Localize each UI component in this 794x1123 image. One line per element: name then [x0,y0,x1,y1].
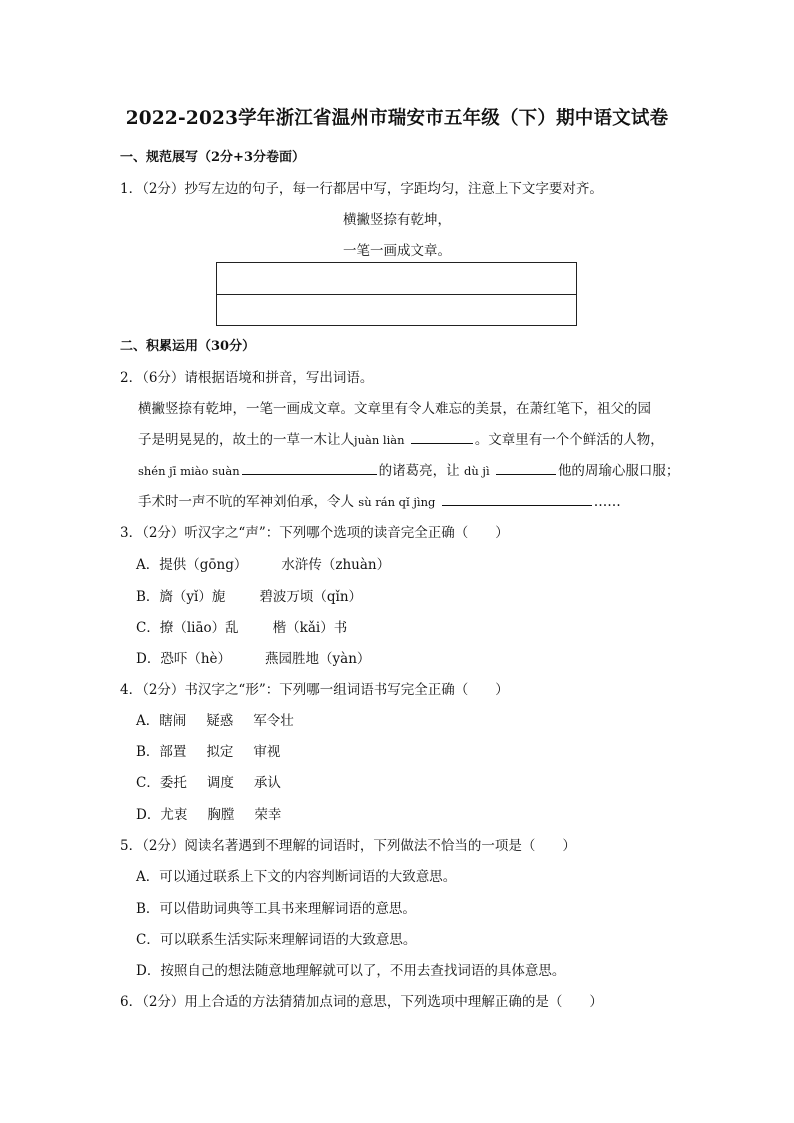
section-1-heading: 一、规范展写（2分+3分卷面） [120,150,305,165]
option-text: C．撩（liāo）乱 [136,620,239,636]
option-text: 调度 [206,775,234,791]
q4-option-b[interactable] [136,740,280,760]
option-text: B．旖（yǐ）旎 [136,589,226,605]
writing-row-2[interactable] [217,295,576,326]
question-6: 6．（2分）用上合适的方法猜猜加点词的意思，下列选项中理解正确的是（ ） [120,994,603,1010]
q2-paragraph-line-4 [138,490,621,510]
q2-paragraph-line-1: 横撇竖捺有乾坤，一笔一画成文章。文章里有令人难忘的美景，在萧红笔下，祖父的园 [138,401,651,417]
option-text: C．委托 [136,775,187,791]
answer-blank[interactable] [442,492,592,506]
option-text: 燕园胜地（yàn） [265,651,371,667]
q5-option-d[interactable]: D．按照自己的想法随意地理解就可以了，不用去查找词语的具体意思。 [136,963,566,979]
option-text: 承认 [253,775,281,791]
option-text: 水浒传（zhuàn） [281,557,391,573]
q2-text: 的诸葛亮，让 [378,463,460,479]
answer-blank[interactable] [411,430,473,444]
option-text: B．部置 [136,744,187,760]
pinyin-hint: sù rán qǐ jìng [358,495,436,509]
q3-option-b[interactable] [136,585,362,605]
q2-text: …… [593,494,621,510]
section-2-heading: 二、积累运用（30分） [120,339,256,354]
writing-row-1[interactable] [217,263,576,295]
option-text: A．提供（gōng） [136,557,248,573]
option-text: 拟定 [206,744,234,760]
writing-box[interactable] [216,262,577,326]
q4-option-a[interactable] [136,709,294,729]
q4-option-d[interactable] [136,803,281,823]
question-2: 2．（6分）请根据语境和拼音，写出词语。 [120,370,374,386]
option-text: 楷（kǎi）书 [272,620,348,636]
question-4: 4．（2分）书汉字之“形”：下列哪一组词语书写完全正确（ ） [120,682,509,698]
option-text: D．尤衷 [136,807,188,823]
pinyin-hint: dù jì [463,464,490,478]
q2-text: 手术时一声不吭的军神刘伯承，令人 [138,494,354,510]
q2-text: 他的周瑜心服口服； [557,463,680,479]
q2-paragraph-line-2 [138,428,664,448]
option-text: 审视 [253,744,281,760]
option-text: 荣幸 [254,807,282,823]
option-text: 碧波万顷（qǐn） [259,589,363,605]
option-text: 疑惑 [206,713,234,729]
question-1: 1．（2分）抄写左边的句子，每一行都居中写，字距均匀，注意上下文字要对齐。 [120,181,603,197]
q3-option-a[interactable] [136,553,390,573]
copy-line-1: 横撇竖捺有乾坤， [343,212,451,228]
option-text: 军令壮 [253,713,294,729]
q5-option-c[interactable]: C．可以联系生活实际来理解词语的大致意思。 [136,932,417,948]
option-text: 胸膛 [207,807,235,823]
q4-option-c[interactable] [136,771,281,791]
answer-blank[interactable] [496,461,556,475]
pinyin-hint: shén jī miào suàn [138,464,240,478]
copy-line-2: 一笔一画成文章。 [343,243,451,259]
question-3: 3．（2分）听汉字之“声”：下列哪个选项的读音完全正确（ ） [120,525,509,541]
q5-option-b[interactable]: B．可以借助词典等工具书来理解词语的意思。 [136,901,416,917]
pinyin-hint: juàn liàn [354,433,405,447]
q3-option-d[interactable] [136,647,370,667]
q2-text: 子是明晃晃的，故土的一草一木让人 [138,432,354,448]
answer-blank[interactable] [242,461,377,475]
q2-paragraph-line-3 [138,459,679,479]
q3-option-c[interactable] [136,616,347,636]
option-text: D．恐吓（hè） [136,651,232,667]
q5-option-a[interactable]: A．可以通过联系上下文的内容判断词语的大致意思。 [136,869,457,885]
q2-text: 。文章里有一个个鲜活的人物， [474,432,664,448]
exam-title: 2022-2023学年浙江省温州市瑞安市五年级（下）期中语文试卷 [125,108,669,129]
question-5: 5．（2分）阅读名著遇到不理解的词语时，下列做法不恰当的一项是（ ） [120,838,576,854]
option-text: A．瞎闹 [136,713,187,729]
